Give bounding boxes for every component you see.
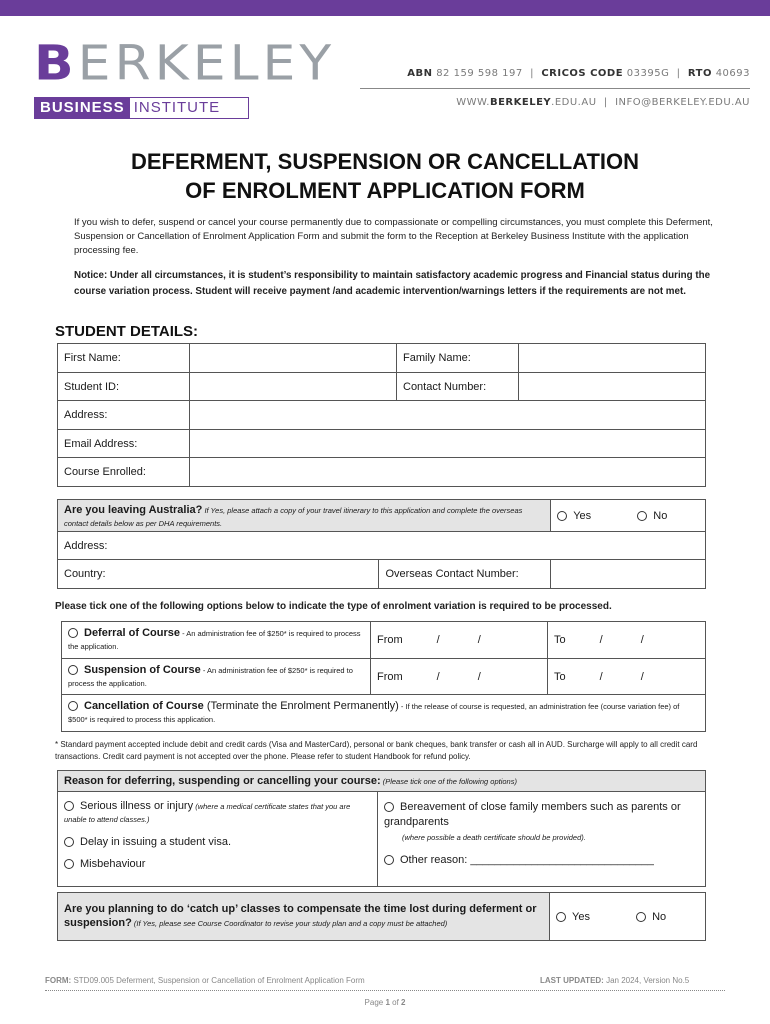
registration-info: ABN 82 159 598 197 | CRICOS CODE 03395G | RTO 40693 [407,68,750,79]
form-title: DEFERMENT, SUSPENSION OR CANCELLATION OF ENROLMENT APPLICATION FORM [130,149,640,203]
student-details-table [57,343,706,487]
course-enrolled-field[interactable] [190,458,706,487]
notice-paragraph: Notice: Under all circumstances, it is student’s responsibility to maintain satisfactory academic progress and Financial status during the course variation process. Student will receive payment /and academic intervention/warnings letters if the requirements are not met. [74,270,711,297]
contact-number-label: Contact Number: [397,373,519,401]
overseas-contact-field[interactable] [551,560,706,589]
contact-links: WWW.BERKELEY.EDU.AU | INFO@BERKELEY.EDU.AU [456,97,750,108]
catchup-question: Are you planning to do ‘catch up’ classes to compensate the time lost during deferment or suspension? (If Yes, please see Course Coordinator to revise your study plan and a copy must be attached) [58,893,550,941]
suspension-to-date[interactable]: To / / [548,659,706,695]
catchup-table [57,892,706,941]
illness-option[interactable]: Serious illness or injury (where a medical certificate states that you are unable to attend classes.) [64,800,351,824]
deferral-option[interactable]: Deferral of Course - An administration fee of $250* is required to process the application. [62,622,371,659]
deferral-to-date[interactable]: To / / [548,622,706,659]
catchup-yes-radio[interactable]: Yes [556,911,590,923]
other-reason-option[interactable]: Other reason: ______________________________ [384,853,699,868]
overseas-address-field[interactable]: Address: [58,532,706,560]
reason-heading: Reason for deferring, suspending or cancelling your course: (Please tick one of the following options) [58,771,706,792]
contact-number-field[interactable] [519,373,706,401]
yes-radio[interactable]: Yes [557,510,591,522]
suspension-from-date[interactable]: From / / [371,659,548,695]
student-id-label: Student ID: [58,373,190,401]
intro-paragraph: If you wish to defer, suspend or cancel your course permanently due to compassionate or compelling circumstances, you must complete this Deferment, Suspension or Cancellation of Enrolment Application Form and submit the form to the Reception at Berkeley Business Institute with the application processing fee. [74,217,713,256]
first-name-field[interactable] [190,344,397,373]
overseas-contact-label: Overseas Contact Number: [379,560,551,589]
first-name-label: First Name: [58,344,190,373]
top-brand-bar [0,0,770,16]
address-label: Address: [58,401,190,430]
leaving-question-cell: Are you leaving Australia? If Yes, please attach a copy of your travel itinerary to this application and complete the overseas contact details below as per DHA requirements. [58,500,551,532]
country-field[interactable]: Country: [58,560,379,589]
email-label: Email Address: [58,430,190,458]
address-field[interactable] [190,401,706,430]
reason-left-column [58,792,378,887]
footer-divider [45,990,725,991]
student-details-heading: STUDENT DETAILS: [55,323,199,340]
email-field[interactable] [190,430,706,458]
bereavement-option[interactable]: Bereavement of close family members such as parents or grandparents (where possible a death certificate should be provided). [384,801,681,842]
leaving-choice-cell [551,500,706,532]
header-divider [360,88,750,89]
cancellation-option[interactable]: Cancellation of Course (Terminate the Enrolment Permanently) - If the release of course is requested, an administration fee (course variation fee) of $500* is required to process this application. [62,695,706,732]
leaving-australia-table [57,499,706,589]
berkeley-logo: BERKELEY [34,36,336,92]
misbehaviour-option[interactable]: Misbehaviour [64,858,371,870]
family-name-field[interactable] [519,344,706,373]
catchup-choice-cell [550,893,706,941]
variation-options-table [61,621,706,732]
reason-table [57,770,706,887]
reason-right-column [378,792,706,887]
catchup-no-radio[interactable]: No [636,911,666,923]
visa-delay-option[interactable]: Delay in issuing a student visa. [64,836,371,848]
logo-subtitle: BUSINESS INSTITUTE [34,97,249,119]
footer-last-updated: LAST UPDATED: Jan 2024, Version No.5 [540,976,690,985]
course-enrolled-label: Course Enrolled: [58,458,190,487]
no-radio[interactable]: No [637,510,667,522]
payment-note: * Standard payment accepted include debit and credit cards (Visa and MasterCard), personal or bank cheques, bank transfer or cash all in AUD. Surcharge will apply to all credit card transactions. Credit card payment is not accepted over the phone. Please refer to student Handbook for refund policy. [55,740,698,761]
deferral-from-date[interactable]: From / / [371,622,548,659]
page-number: Page 1 of 2 [364,998,406,1007]
footer-form-id: FORM: STD09.005 Deferment, Suspension or Cancellation of Enrolment Application Form [45,976,365,985]
student-id-field[interactable] [190,373,397,401]
option-instruction: Please tick one of the following options below to indicate the type of enrolment variation is required to be processed. [55,601,612,612]
suspension-option[interactable]: Suspension of Course - An administration fee of $250* is required to process the application. [62,659,371,695]
family-name-label: Family Name: [397,344,519,373]
